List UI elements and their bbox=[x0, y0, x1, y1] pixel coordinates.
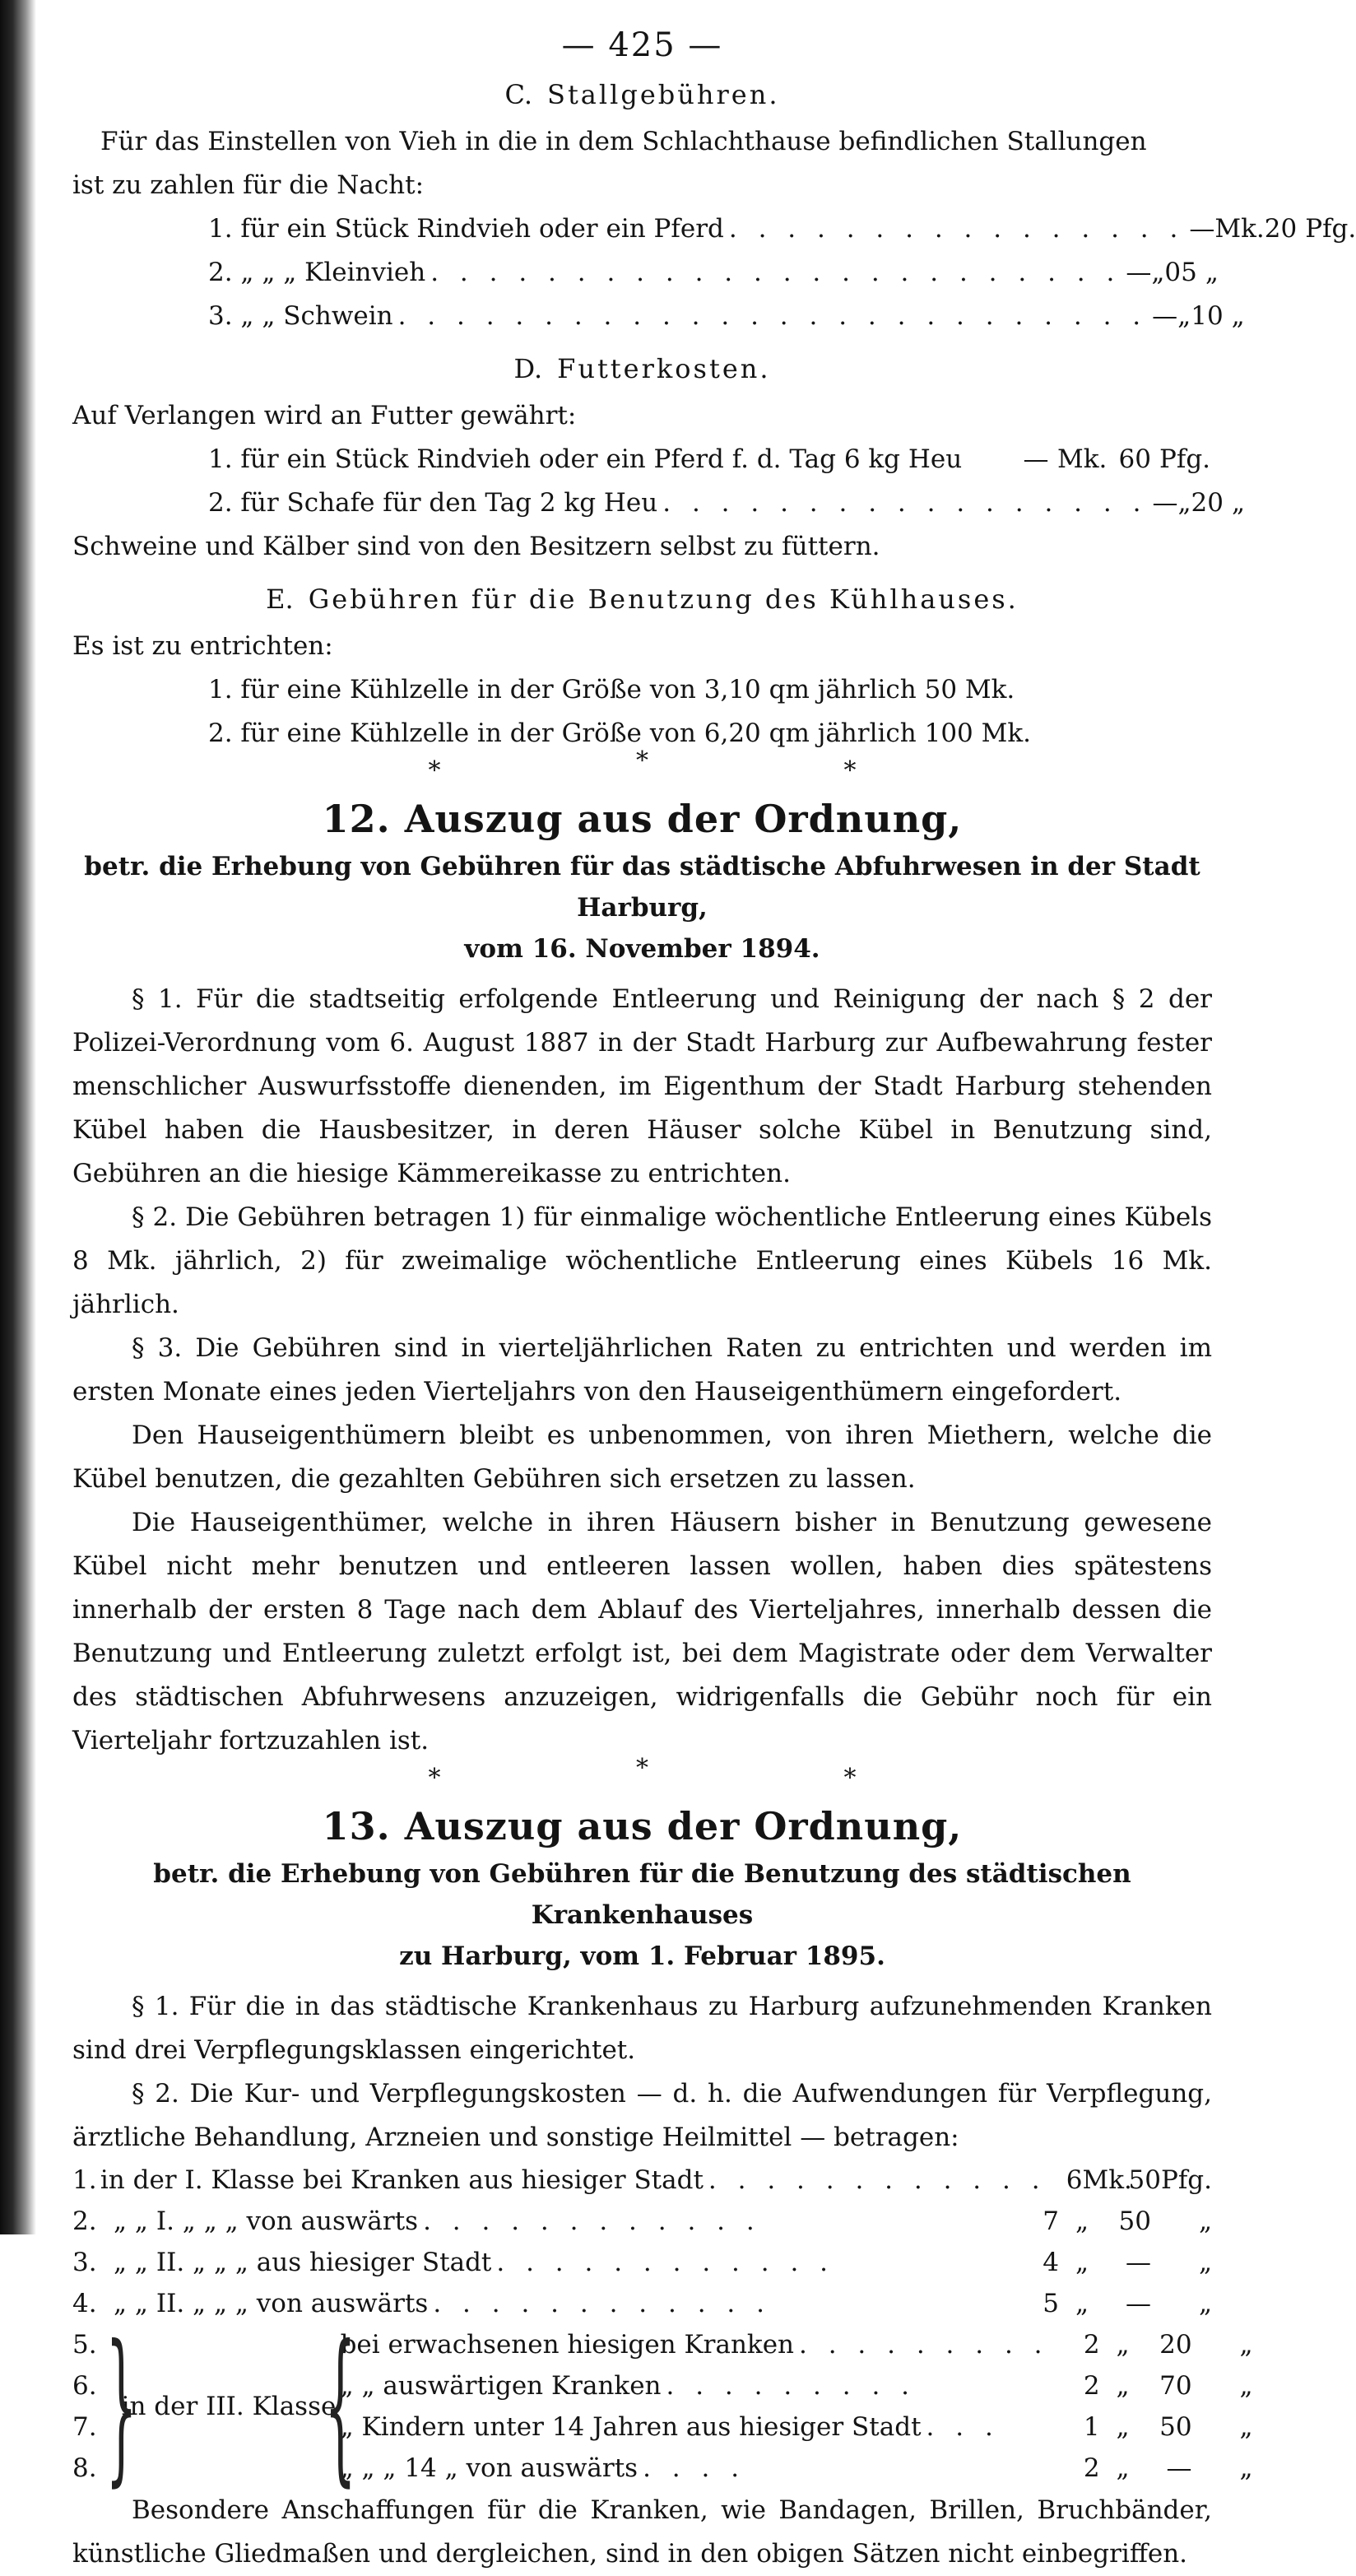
class-row bbox=[72, 2283, 1212, 2324]
subtitle-line: betr. die Erhebung von Gebühren für die Benutzung des städtischen Krankenhauses bbox=[153, 1859, 1131, 1930]
paragraph: § 1. Für die in das städtische Krankenhaus zu Harburg aufzunehmenden Kranken sind drei Verpflegungsklassen eingerichtet. bbox=[72, 1992, 1212, 2065]
fee-amount: 20 bbox=[1264, 214, 1298, 244]
class-pf-unit: „ bbox=[1239, 2412, 1253, 2442]
class-pfennig: 20 bbox=[1159, 2330, 1192, 2360]
section-13-subtitle bbox=[72, 1853, 1212, 1977]
class-desc: „ „ „ 14 „ von auswärts bbox=[340, 2453, 639, 2483]
page-number: — 425 — bbox=[561, 26, 723, 64]
fee-pf: Pfg. bbox=[1305, 214, 1356, 244]
group-label: in der III. Klasse bbox=[121, 2392, 337, 2421]
class-pfennig: — bbox=[1166, 2453, 1192, 2483]
heading-text: Futterkosten. bbox=[557, 353, 771, 384]
fee-label: 1. für ein Stück Rindvieh oder ein Pferd bbox=[208, 214, 724, 244]
class-pfennig: 50 bbox=[1118, 2206, 1151, 2236]
fee-row bbox=[72, 481, 1246, 525]
class-pf-unit: „ bbox=[1198, 2206, 1212, 2236]
fee-unit: „ bbox=[1177, 301, 1191, 331]
class-unit: „ bbox=[1116, 2412, 1130, 2442]
class-number: 8. bbox=[72, 2453, 97, 2483]
kuehl-item: 1. für eine Kühlzelle in der Größe von 3,10 qm jährlich 50 Mk. bbox=[208, 675, 1015, 704]
asterisk: * bbox=[428, 756, 441, 785]
class-marks: 1 bbox=[1083, 2412, 1100, 2442]
heading-kuehlhaus bbox=[72, 584, 1212, 615]
fee-pf: „ bbox=[1231, 301, 1245, 331]
heading-letter: D. bbox=[513, 353, 543, 384]
class-row bbox=[341, 2406, 1253, 2448]
page-content bbox=[72, 26, 1356, 2576]
kuehl-intro: Es ist zu entrichten: bbox=[72, 631, 333, 661]
section-12-title: 12. Auszug aus der Ordnung, bbox=[322, 797, 963, 841]
leader-dots: . . . . bbox=[643, 2453, 746, 2483]
leader-dots: . . . . . . . . . bbox=[799, 2330, 1049, 2360]
class-number: 1. bbox=[72, 2165, 97, 2195]
class-pfennig: — bbox=[1126, 2248, 1151, 2277]
fee-label: 2. „ „ „ Kleinvieh bbox=[208, 258, 426, 287]
fee-unit: „ bbox=[1151, 258, 1165, 287]
group-rows bbox=[341, 2324, 1253, 2489]
fee-row bbox=[72, 207, 1356, 251]
fee-amount: 05 bbox=[1164, 258, 1197, 287]
class-marks: 7 bbox=[1043, 2206, 1059, 2236]
class-row bbox=[72, 2201, 1212, 2242]
class-number: 5. bbox=[72, 2330, 97, 2360]
fee-amount: 10 bbox=[1191, 301, 1224, 331]
class-pf-unit: „ bbox=[1239, 2453, 1253, 2483]
class-pfennig: — bbox=[1126, 2289, 1151, 2318]
class-unit: „ bbox=[1075, 2206, 1089, 2236]
leader-dots: . . . . . . . . . . . . bbox=[496, 2248, 835, 2277]
fee-row bbox=[72, 251, 1219, 295]
asterisk: * bbox=[636, 746, 648, 775]
futter-intro: Auf Verlangen wird an Futter gewährt: bbox=[72, 401, 577, 430]
leader-dots: . . . . . . . . . . . . . . . . . bbox=[662, 488, 1148, 518]
heading-text: Stallgebühren. bbox=[547, 79, 780, 110]
paragraph: Besondere Anschaffungen für die Kranken, wie Bandagen, Brillen, Bruchbänder, künstliche Gliedmaßen und dergleichen, sind in den obigen Sätzen nicht einbegriffen. bbox=[72, 2495, 1212, 2569]
asterism-separator bbox=[428, 1754, 857, 1793]
class-unit: „ bbox=[1075, 2248, 1089, 2277]
class-unit: Mk. bbox=[1082, 2165, 1132, 2195]
class-pf-unit: „ bbox=[1239, 2330, 1253, 2360]
leader-dots: . . . . . . . . . . . . bbox=[433, 2289, 771, 2318]
class-number: 4. bbox=[72, 2289, 97, 2318]
kuehl-item: 2. für eine Kühlzelle in der Größe von 6,20 qm jährlich 100 Mk. bbox=[208, 718, 1032, 748]
fee-pf: „ bbox=[1231, 488, 1246, 518]
fee-unit: Mk. bbox=[1214, 214, 1265, 244]
class-pf-unit: „ bbox=[1198, 2289, 1212, 2318]
fee-dash: — bbox=[1023, 444, 1049, 474]
paragraph: § 2. Die Gebühren betragen 1) für einmalige wöchentliche Entleerung eines Kübels 8 Mk. jährlich, 2) für zweimalige wöchentliche Entleerung eines Kübels 16 Mk. jährlich. bbox=[72, 1202, 1212, 1319]
class-marks: 4 bbox=[1043, 2248, 1059, 2277]
class-desc: „ „ I. „ „ „ von auswärts bbox=[114, 2206, 419, 2236]
class-desc: „ Kindern unter 14 Jahren aus hiesiger Stadt bbox=[340, 2412, 922, 2442]
fee-pf: „ bbox=[1205, 258, 1219, 287]
stall-intro-2: ist zu zahlen für die Nacht: bbox=[72, 170, 425, 200]
class-desc: in der I. Klasse bei Kranken aus hiesiger Stadt bbox=[100, 2165, 704, 2195]
class-marks: 5 bbox=[1043, 2289, 1059, 2318]
heading-text: Gebühren für die Benutzung des Kühlhauses. bbox=[308, 584, 1019, 615]
class-desc: bei erwachsenen hiesigen Kranken bbox=[340, 2330, 795, 2360]
asterisk: * bbox=[428, 1764, 441, 1793]
subtitle-line: vom 16. November 1894. bbox=[464, 934, 820, 964]
fee-row bbox=[72, 295, 1245, 338]
leader-dots: . . . . . . . . . . . . . . . . . . . . . . . . bbox=[430, 258, 1121, 287]
class-marks: 6 bbox=[1066, 2165, 1083, 2195]
class-number: 6. bbox=[72, 2371, 97, 2401]
fee-label: 2. für Schafe für den Tag 2 kg Heu bbox=[208, 488, 658, 518]
fee-unit: „ bbox=[1177, 488, 1191, 518]
class-marks: 2 bbox=[1083, 2453, 1100, 2483]
class-pfennig: 50 bbox=[1159, 2412, 1192, 2442]
class-pf-unit: „ bbox=[1198, 2248, 1212, 2277]
asterisk: * bbox=[636, 1754, 648, 1783]
group-numbers bbox=[72, 2324, 97, 2489]
section-12-subtitle bbox=[72, 846, 1212, 969]
class-row bbox=[341, 2448, 1253, 2489]
fee-label: 1. für ein Stück Rindvieh oder ein Pferd f. d. Tag 6 kg Heu bbox=[208, 444, 963, 474]
class-row bbox=[72, 2242, 1212, 2283]
leader-dots: . . . . . . . . . . . . . . . . . . . . . . . . . . bbox=[397, 301, 1148, 331]
left-brace-icon: } bbox=[105, 2310, 137, 2502]
heading-letter: E. bbox=[266, 584, 294, 615]
fee-unit: Mk. bbox=[1057, 444, 1108, 474]
class-unit: „ bbox=[1116, 2371, 1130, 2401]
subtitle-line: betr. die Erhebung von Gebühren für das städtische Abfuhrwesen in der Stadt Harburg, bbox=[84, 852, 1200, 923]
class-number: 3. bbox=[72, 2248, 97, 2277]
class-three-group bbox=[72, 2310, 1253, 2502]
class-pf-unit: Pfg. bbox=[1160, 2165, 1212, 2195]
class-unit: „ bbox=[1075, 2289, 1089, 2318]
paragraph: § 3. Die Gebühren sind in vierteljährlichen Raten zu entrichten und werden im ersten Monate eines jeden Vierteljahrs von den Hauseigenthümern eingefordert. bbox=[72, 1333, 1212, 1407]
paragraph: Den Hauseigenthümern bleibt es unbenommen, von ihren Miethern, welche die Kübel benutzen, die gezahlten Gebühren sich ersetzen zu lassen. bbox=[72, 1421, 1212, 1494]
fee-row bbox=[72, 438, 1212, 481]
class-row bbox=[341, 2324, 1253, 2365]
class-number: 7. bbox=[72, 2412, 97, 2442]
fee-label: 3. „ „ Schwein bbox=[208, 301, 393, 331]
paragraph: § 1. Für die stadtseitig erfolgende Entleerung und Reinigung der nach § 2 der Polizei-Verordnung vom 6. August 1887 in der Stadt Harburg zur Aufbewahrung fester menschlicher Auswurfsstoffe dienenden, im Eigenthum der Stadt Harburg stehenden Kübel haben die Hausbesitzer, in deren Häuser solche Kübel in Benutzung sind, Gebühren an die hiesige Kämmereikasse zu entrichten. bbox=[72, 984, 1212, 1188]
paragraph: Die Hauseigenthümer, welche in ihren Häusern bisher in Benutzung gewesene Kübel nicht mehr benutzen und entleeren lassen wollen, haben dies spätestens innerhalb der ersten 8 Tage nach dem Ablauf des Vierteljahres, innerhalb dessen die Benutzung und Entleerung zuletzt erfolgt ist, bei dem Magistrate oder dem Verwalter des städtischen Abfuhrwesens anzuzeigen, widrigenfalls die Gebühr noch für ein Vierteljahr fortzuzahlen ist. bbox=[72, 1508, 1212, 1755]
leader-dots: . . . . . . . . . . . . bbox=[423, 2206, 761, 2236]
leader-dots: . . . . . . . . . bbox=[666, 2371, 917, 2401]
class-desc: „ „ auswärtigen Kranken bbox=[340, 2371, 662, 2401]
paragraph: § 2. Die Kur- und Verpflegungskosten — d. h. die Aufwendungen für Verpflegung, ärztliche Behandlung, Arzneien und sonstige Heilmittel — betragen: bbox=[72, 2079, 1212, 2152]
class-desc: „ „ II. „ „ „ von auswärts bbox=[114, 2289, 429, 2318]
class-pf-unit: „ bbox=[1239, 2371, 1253, 2401]
heading-futterkosten bbox=[72, 353, 1212, 384]
asterisk: * bbox=[843, 756, 857, 785]
leader-dots: . . . . . . . . . . . . bbox=[708, 2165, 1047, 2195]
heading-stallgebuehren bbox=[72, 79, 1212, 110]
fee-dash: — bbox=[1152, 488, 1178, 518]
asterisk: * bbox=[843, 1764, 857, 1793]
fee-amount: 20 bbox=[1191, 488, 1224, 518]
section-13-title: 13. Auszug aus der Ordnung, bbox=[322, 1804, 963, 1848]
page-binding-shadow bbox=[0, 0, 36, 2234]
class-unit: „ bbox=[1116, 2453, 1130, 2483]
futter-note: Schweine und Kälber sind von den Besitzern selbst zu füttern. bbox=[72, 532, 880, 561]
fee-dash: — bbox=[1189, 214, 1215, 244]
leader-dots: . . . . . . . . . . . . . . . . bbox=[728, 214, 1185, 244]
class-desc: „ „ II. „ „ „ aus hiesiger Stadt bbox=[114, 2248, 492, 2277]
asterism-separator bbox=[428, 746, 857, 785]
fee-amount: 60 bbox=[1118, 444, 1151, 474]
subtitle-line: zu Harburg, vom 1. Februar 1895. bbox=[399, 1941, 885, 1971]
leader-dots: . . . bbox=[926, 2412, 1000, 2442]
class-marks: 2 bbox=[1083, 2371, 1100, 2401]
class-row bbox=[341, 2365, 1253, 2406]
fee-dash: — bbox=[1152, 301, 1178, 331]
class-pfennig: 50 bbox=[1128, 2165, 1161, 2195]
fee-pf: Pfg. bbox=[1159, 444, 1211, 474]
heading-letter: C. bbox=[504, 79, 533, 110]
class-number: 2. bbox=[72, 2206, 97, 2236]
fee-dash: — bbox=[1126, 258, 1152, 287]
class-unit: „ bbox=[1116, 2330, 1130, 2360]
stall-intro: Für das Einstellen von Vieh in die in dem Schlachthause befindlichen Stallungen bbox=[100, 127, 1147, 156]
class-marks: 2 bbox=[1083, 2330, 1100, 2360]
class-pfennig: 70 bbox=[1159, 2371, 1192, 2401]
right-brace-icon: { bbox=[324, 2310, 356, 2502]
class-row bbox=[72, 2160, 1212, 2201]
